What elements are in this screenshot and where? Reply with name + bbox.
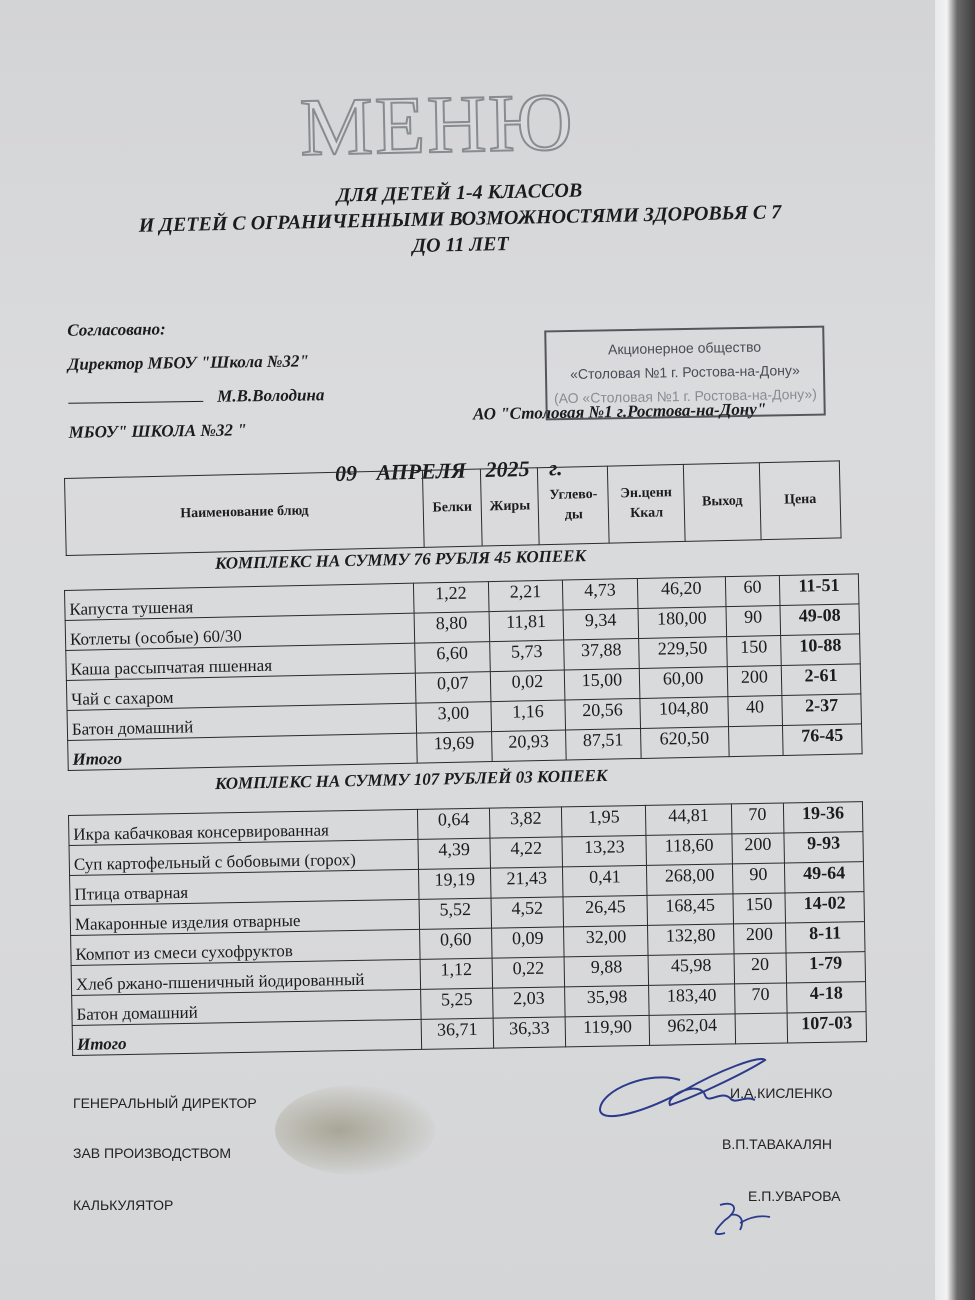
table-row: Каша рассыпчатая пшенная 6,60 5,73 37,88 229,50 150 10-88 [66,634,860,681]
table-row: Капуста тушеная 1,22 2,21 4,73 46,20 60 11-51 [65,574,859,621]
signature-role-calculator: КАЛЬКУЛЯТОР [73,1197,174,1213]
handwritten-signature-icon [590,1050,790,1130]
header-output: Выход [683,463,761,542]
paper-stain [275,1085,435,1175]
header-energy: Эн.ценн Ккал [608,464,686,543]
stamp-line-1: Акционерное общество [607,338,762,358]
table-row: Икра кабачковая консервированная 0,64 3,82 1,95 44,81 70 19-36 [69,802,863,846]
table-row: Макаронные изделия отварные 5,52 4,52 26,45 168,45 150 14-02 [70,892,864,936]
handwritten-initials-icon [705,1195,785,1240]
header-price: Цена [759,461,841,540]
subtitle-line-2: И ДЕТЕЙ С ОГРАНИЧЕННЫМИ ВОЗМОЖНОСТЯМИ ЗДОРОВЬЯ С 7 [138,201,782,237]
stamp-line-3: (АО «Столовая №1 г. Ростова-на-Дону») [553,385,817,407]
table-row: Хлеб ржано-пшеничный йодированный 1,12 0,22 9,88 45,98 20 1-79 [71,952,865,996]
complex-1-table [64,573,863,771]
signature-name-uvarova: Е.П.УВАРОВА [748,1188,841,1204]
menu-title: МЕНЮ [299,76,576,173]
total-row: Итого 19,69 20,93 87,51 620,50 76-45 [68,724,862,771]
approval-director: Директор МБОУ "Школа №32" [67,351,310,374]
subtitle-line-3: ДО 11 ЛЕТ [412,232,509,258]
header-protein: Белки [423,469,482,547]
header-dish-name: Наименование блюд [65,470,425,555]
approval-signature-line [68,378,325,416]
company-name: АО "Столовая №1 г.Ростова-на-Дону" [472,399,767,424]
menu-date: 09 АПРЕЛЯ 2025 г. [334,455,563,486]
complex-1-title: КОМПЛЕКС НА СУММУ 76 РУБЛЯ 45 КОПЕЕК [214,546,587,573]
table-row: Чай с сахаром 0,07 0,02 15,00 60,00 200 2-61 [66,664,860,711]
table-row: Компот из смеси сухофруктов 0,60 0,09 32,00 132,80 200 8-11 [71,922,865,966]
table-row: Батон домашний 3,00 1,16 20,56 104,80 40 2-37 [67,694,861,741]
table-row: Котлеты (особые) 60/30 8,80 11,81 9,34 180,00 90 49-08 [65,604,859,651]
header-fat: Жиры [480,468,539,546]
header-carbs: Углево- ды [538,466,610,545]
approval-school: МБОУ" ШКОЛА №32 " [68,420,247,442]
paper-edge-shadow [935,0,975,1300]
director-name: М.В.Володина [217,385,325,406]
table-row: Батон домашний 5,25 2,03 35,98 183,40 70 4-18 [72,982,866,1026]
subtitle-line-1: ДЛЯ ДЕТЕЙ 1-4 КЛАССОВ [336,179,583,207]
signature-blank [68,401,203,404]
signature-name-tavakalyan: В.П.ТАВАКАЛЯН [722,1136,833,1152]
signature-name-kislenko: И.А.КИСЛЕНКО [730,1085,833,1101]
total-row: Итого 36,71 36,33 119,90 962,04 107-03 [72,1012,866,1056]
signature-role-production-head: ЗАВ ПРОИЗВОДСТВОМ [73,1145,232,1161]
signature-role-general-director: ГЕНЕРАЛЬНЫЙ ДИРЕКТОР [73,1095,257,1111]
complex-2-table [68,801,867,1056]
approval-agreed: Согласовано: [67,319,166,340]
table-row: Птица отварная 19,19 21,43 0,41 268,00 90 49-64 [70,862,864,906]
approval-block [67,310,325,450]
stamp-line-2: «Столовая №1 г. Ростова-на-Дону» [570,361,800,383]
complex-2-title: КОМПЛЕКС НА СУММУ 107 РУБЛЕЙ 03 КОПЕЕК [214,765,608,794]
table-row: Суп картофельный с бобовыми (горох) 4,39 4,22 13,23 118,60 200 9-93 [69,832,863,876]
